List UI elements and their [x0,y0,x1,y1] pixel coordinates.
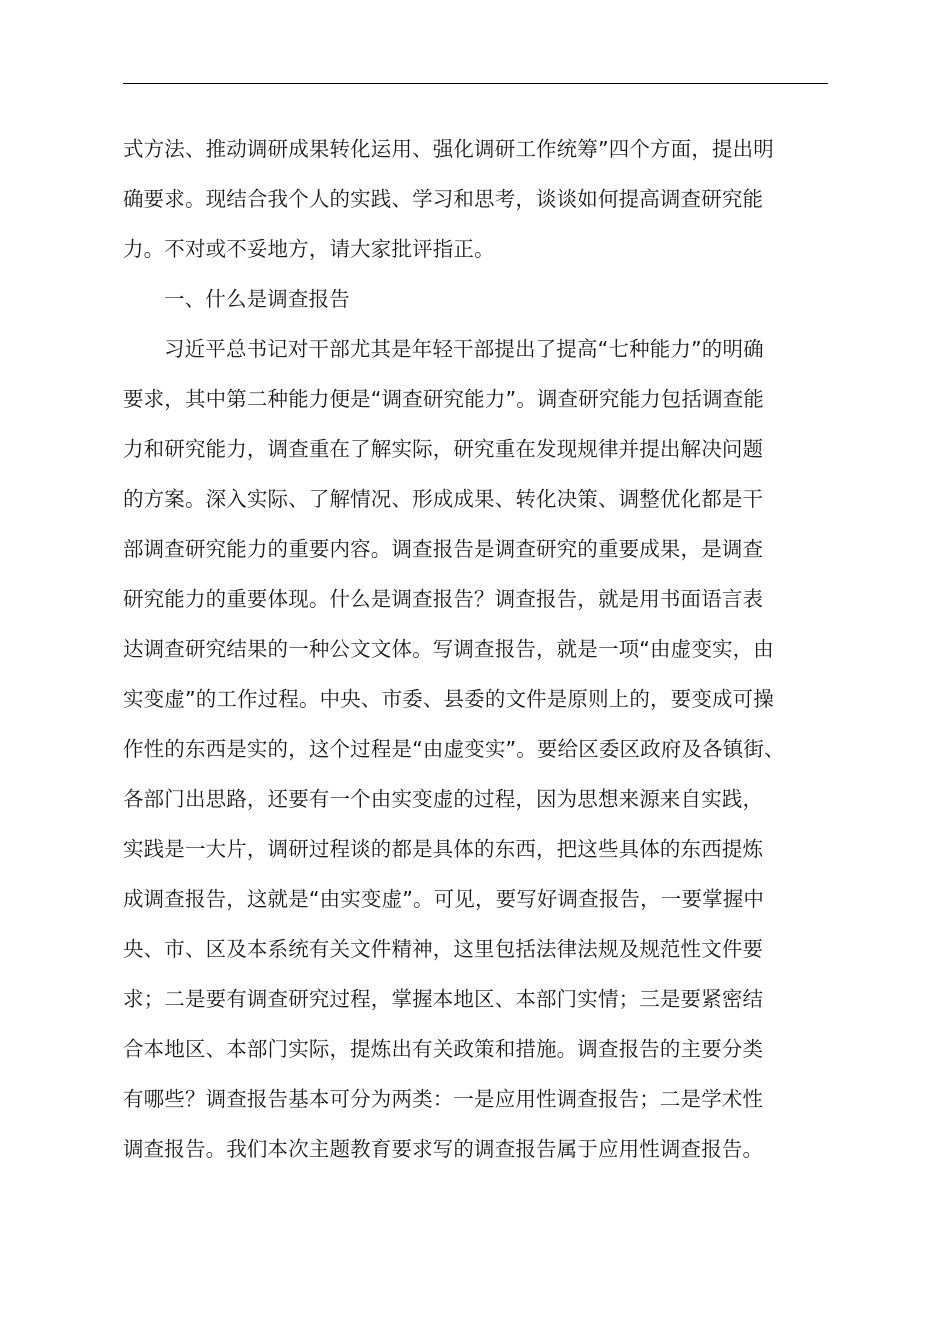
text-line: 的方案。深入实际、了解情况、形成成果、转化决策、调整优化都是干 [123,487,764,511]
text-line: 合本地区、本部门实际，提炼出有关政策和措施。调查报告的主要分类 [123,1037,764,1061]
text-line: 有哪些？调查报告基本可分为两类：一是应用性调查报告；二是学术性 [123,1087,764,1111]
text-line: 要求，其中第二种能力便是“调查研究能力”。调查研究能力包括调查能 [123,387,765,411]
text-line: 部调查研究能力的重要内容。调查报告是调查研究的重要成果，是调查 [123,537,764,561]
text-line: 求；二是要有调查研究过程，掌握本地区、本部门实情；三是要紧密结 [123,987,764,1011]
paragraph-first-line: 习近平总书记对干部尤其是年轻干部提出了提高“七种能力”的明确 [164,337,764,361]
text-line: 力。不对或不妥地方，请大家批评指正。 [123,237,495,261]
text-line: 作性的东西是实的，这个过程是“由虚变实”。要给区委区政府及各镇街、 [123,737,785,761]
text-line: 力和研究能力，调查重在了解实际，研究重在发现规律并提出解决问题 [123,437,764,461]
text-line: 成调查报告，这就是“由实变虚”。可见，要写好调查报告，一要掌握中 [123,887,765,911]
text-line: 确要求。现结合我个人的实践、学习和思考，谈谈如何提高调查研究能 [123,187,764,211]
header-rule [123,83,828,84]
text-line: 调查报告。我们本次主题教育要求写的调查报告属于应用性调查报告。 [123,1137,764,1161]
text-line: 式方法、推动调研成果转化运用、强化调研工作统筹”四个方面，提出明 [123,137,774,161]
text-line: 央、市、区及本系统有关文件精神，这里包括法律法规及规范性文件要 [123,937,764,961]
text-line: 实践是一大片，调研过程谈的都是具体的东西，把这些具体的东西提炼 [123,837,764,861]
text-line: 实变虚”的工作过程。中央、市委、县委的文件是原则上的，要变成可操 [123,687,774,711]
section-heading: 一、什么是调查报告 [164,287,350,311]
document-body [123,124,831,1174]
text-line: 各部门出思路，还要有一个由实变虚的过程，因为思想来源来自实践， [123,787,764,811]
text-line: 研究能力的重要体现。什么是调查报告？调查报告，就是用书面语言表 [123,587,764,611]
text-line: 达调查研究结果的一种公文文体。写调查报告，就是一项“由虚变实，由 [123,637,774,661]
